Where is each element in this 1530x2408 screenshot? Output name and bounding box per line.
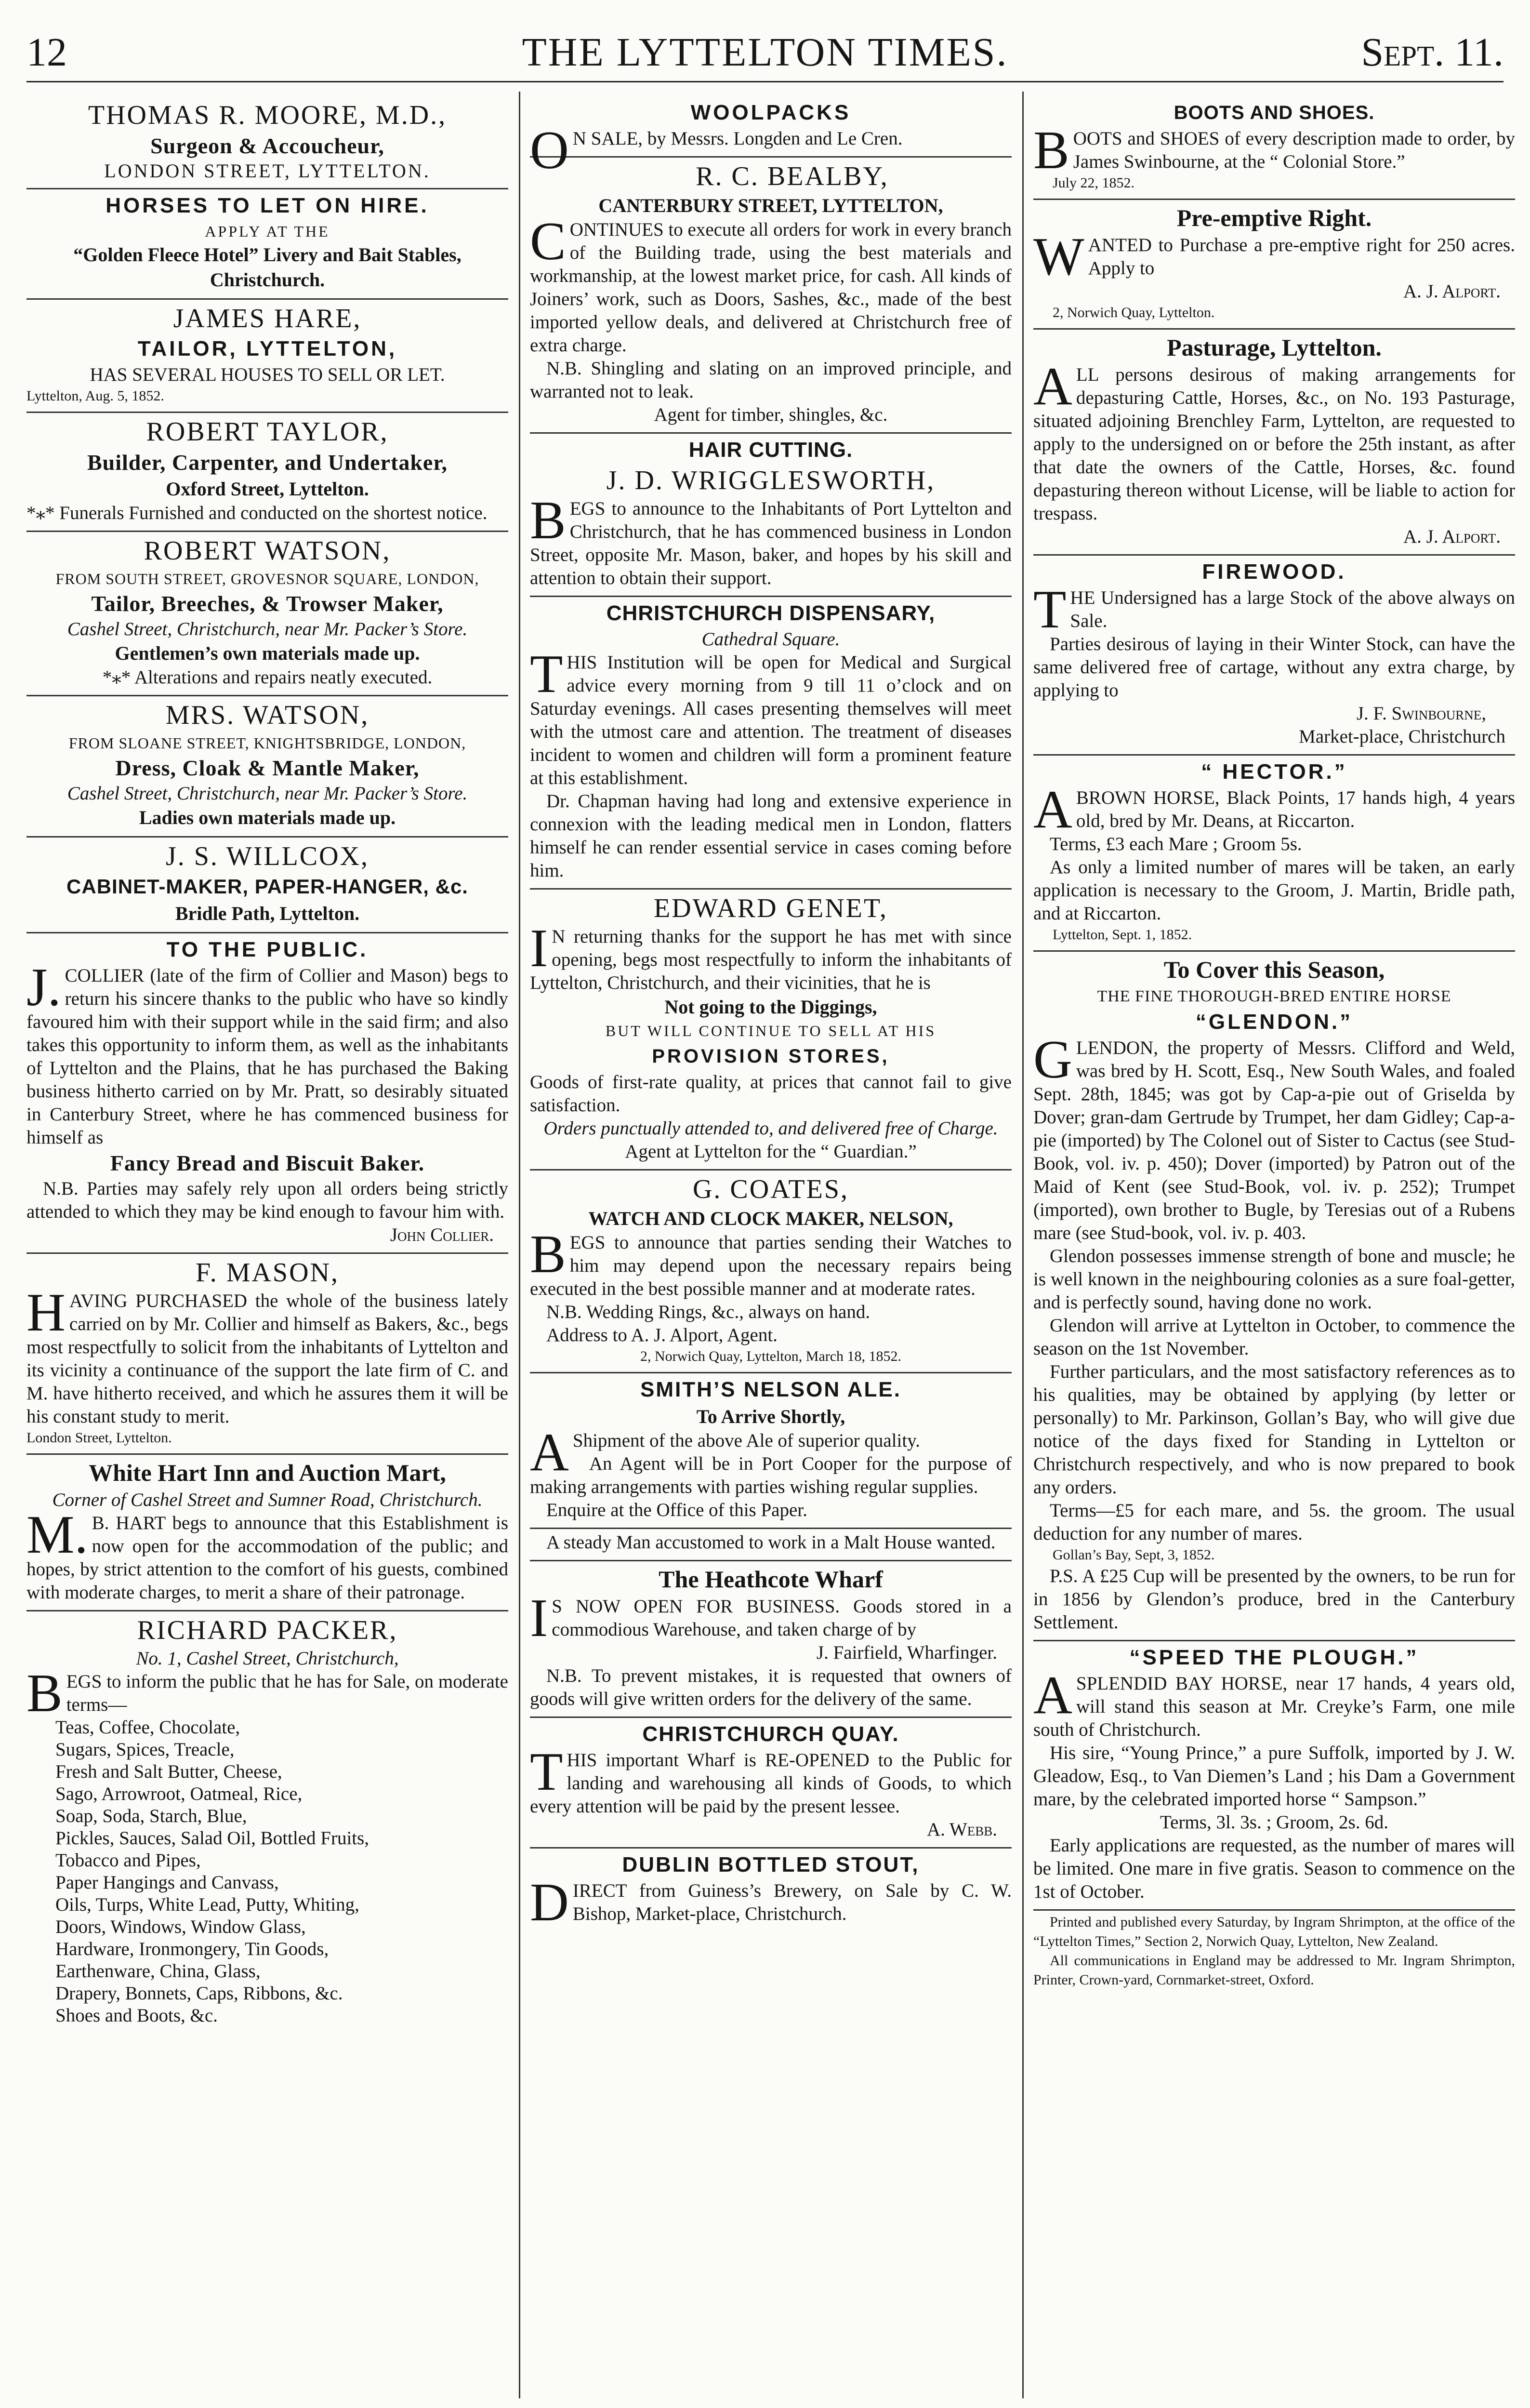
ad-heading: BOOTS AND SHOES. [1174,102,1375,123]
ad-date: July 22, 1852. [1053,175,1135,191]
ad-text: Terms, 3l. 3s. ; Groom, 2s. 6d. [1160,1812,1388,1833]
ad-taylor [26,413,508,532]
ad-trade: WATCH AND CLOCK MAKER, NELSON, [588,1208,953,1229]
ad-text: *⁎* Alterations and repairs neatly executed. [102,667,433,688]
ad-heading: EDWARD GENET, [654,893,888,923]
ad-date: Gollan’s Bay, Sept, 3, 1852. [1053,1547,1215,1563]
ad-body: HAVING PURCHASED the whole of the business lately carried on by Mr. Collier and himself as Bakers, &c., begs most respectfully to solicit from the inhabitants of Lyttelton and its vicinity a continuance of the support the late firm of C. and M. have hitherto received, and which he assures them it will be his constant study to merit. [26,1283,508,1427]
ad-address: CANTERBURY STREET, LYTTELTON, [598,195,943,216]
ad-address: Cathedral Square. [701,629,840,650]
ad-text: Further particulars, and the most satisfactory references as to his qualities, may be obtained by applying (by letter or personally) to Mr. Parkinson, Gollan’s Bay, who will give due notice of the days fixed for Standing in Lyttelton or Christchurch respectively, and who is now prepared to book any orders. [1033,1361,1515,1498]
ad-text: Ladies own materials made up. [139,807,396,828]
ad-heading: RICHARD PACKER, [137,1615,398,1645]
ad-address: London Street, Lyttelton. [26,1430,172,1446]
column-2 [530,96,1012,2396]
ad-text: N.B. Wedding Rings, &c., always on hand. [546,1302,871,1322]
ad-name: J. D. WRIGGLESWORTH, [606,466,936,495]
ad-heading: CHRISTCHURCH DISPENSARY, [606,601,936,625]
ad-heading: DUBLIN BOTTLED STOUT, [622,1853,920,1876]
ad-trade: TAILOR, LYTTELTON, [137,337,397,360]
ad-body: A steady Man accustomed to work in a Malt House wanted. [546,1532,996,1553]
ad-coates [530,1171,1012,1373]
ad-christchurch-quay [530,1718,1012,1849]
ad-address: No. 1, Cashel Street, Christchurch, [136,1648,399,1669]
list-item: Drapery, Bonnets, Caps, Ribbons, &c. [55,1983,343,2004]
ad-heading: The Heathcote Wharf [659,1566,883,1593]
ad-heading: FIREWOOD. [1202,560,1346,584]
ad-text: P.S. A £25 Cup will be presented by the owners, to be run for in 1856 by Glendon’s produce, bred in the Canterbury Settlement. [1033,1566,1515,1633]
ad-bealby [530,158,1012,434]
list-item: Oils, Turps, White Lead, Putty, Whiting, [55,1894,359,1915]
ad-trade: Fancy Bread and Biscuit Baker. [110,1151,425,1175]
ad-signature: A. Webb. [926,1819,997,1840]
ad-text: To Arrive Shortly, [696,1406,845,1427]
list-item: Shoes and Boots, &c. [55,2005,218,2026]
ad-heathcote-wharf [530,1561,1012,1718]
ad-body: J.COLLIER (late of the firm of Collier and Mason) begs to return his sincere thanks to the public who have so kindly favoured him with their support while in the said firm; and also takes this opportunity to inform them, as well as the inhabitants of Lyttelton and the Plains, that he has purchased the Baking business hitherto carried on by Mr. Pratt, so desirably situated in Canterbury Street, where he has commenced business for himself as [26,958,508,1148]
ad-text: As only a limited number of mares will be taken, an early application is necessary to the Groom, J. Martin, Bridle path, and at Riccarton. [1033,857,1515,924]
ad-boots [1033,96,1515,200]
ad-signature: J. Fairfield, Wharfinger. [816,1642,997,1663]
masthead [26,19,1504,87]
ad-body: DIRECT from Guiness’s Brewery, on Sale by C. W. Bishop, Market-place, Christchurch. [530,1873,1012,1932]
ad-text: Goods of first-rate quality, at prices that cannot fail to give satisfaction. [530,1072,1012,1116]
ad-hare [26,300,508,413]
column-rule [519,92,520,2398]
ad-text: Terms—£5 for each mare, and 5s. the groom. The usual deduction for any number of mares. [1033,1500,1515,1544]
ad-hector [1033,756,1515,952]
ad-signature: A. J. Alport. [1403,526,1501,547]
ad-text: Orders punctually attended to, and delivered free of Charge. [543,1118,998,1139]
ad-glendon [1033,952,1515,1641]
ad-heading: WOOLPACKS [690,101,851,124]
ad-body: WANTED to Purchase a pre-emptive right for 250 acres. Apply to [1033,227,1515,287]
ad-body: ON SALE, by Messrs. Longden and Le Cren. [530,120,903,180]
ad-text: Glendon possesses immense strength of bone and muscle; he is well known in the neighbouring colonies as a sure foal-getter, and is perfectly sound, having done no work. [1033,1246,1515,1313]
ad-body: ABROWN HORSE, Black Points, 17 hands high, 4 years old, bred by Mr. Deans, at Riccarton. [1033,780,1515,839]
ad-text: THE FINE THOROUGH-BRED ENTIRE HORSE [1097,987,1451,1005]
ad-text: FROM SOUTH STREET, GROVESNOR SQUARE, LONDON, [55,570,479,587]
list-item: Earthenware, China, Glass, [55,1961,261,1982]
list-item: Paper Hangings and Canvass, [55,1872,279,1893]
goods-list [26,1716,508,2027]
ad-text: Early applications are requested, as the number of mares will be limited. One mare in five gratis. Season to commence on the 1st of October. [1033,1835,1515,1902]
ad-date: Lyttelton, Sept. 1, 1852. [1053,927,1192,943]
ad-text: Not going to the Diggings, [664,996,877,1018]
ad-text: Enquire at the Office of this Paper. [546,1500,807,1520]
ad-heading: JAMES HARE, [173,304,362,333]
ad-mason [26,1254,508,1455]
ad-heading: Pasturage, Lyttelton. [1167,334,1382,361]
ad-heading: SMITH’S NELSON ALE. [640,1378,901,1401]
ad-pasturage [1033,330,1515,556]
ad-text: Agent for timber, shingles, &c. [654,404,888,425]
ad-text: N.B. Parties may safely rely upon all orders being strictly attended to which they may be kind enough to favour him with. [26,1178,508,1222]
newspaper-title: THE LYTTELTON TIMES. [522,30,1008,75]
ad-body: THE Undersigned has a large Stock of the above always on Sale. [1033,580,1515,639]
ad-body: ALL persons desirous of making arrangements for depasturing Cattle, Horses, &c., on No. 193 Pasturage, situated adjoining Brenchley Farm, Lyttelton, are requested to apply to the undersigned on or before the 25th instant, as after that date the owners of the Cattle, Horses, &c. found depasturing thereon without License, will be liable to action for trespass. [1033,357,1515,524]
ad-hair-cutting [530,434,1012,597]
ad-heading: Pre-emptive Right. [1176,204,1372,231]
ad-text: “Golden Fleece Hotel” Livery and Bait Stables, [73,244,462,266]
ad-text: An Agent will be in Port Cooper for the purpose of making arrangements with parties wishing regular supplies. [530,1453,1012,1497]
list-item: Hardware, Ironmongery, Tin Goods, [55,1939,329,1959]
ad-heading: THOMAS R. MOORE, M.D., [88,100,447,130]
imprint-text: Printed and published every Saturday, by Ingram Shrimpton, at the office of the “Lyttelton Times,” Section 2, Norwich Quay, Lyttelton, New Zealand. [1033,1914,1515,1949]
ad-robert-watson [26,532,508,696]
ad-address: 2, Norwich Quay, Lyttelton. [1053,305,1215,320]
ad-body: IN returning thanks for the support he has met with since opening, begs most respectfully to inform the inhabitants of Lyttelton, Christchurch, and their vicinities, that he is [530,918,1012,993]
ad-body: THIS important Wharf is RE-OPENED to the Public for landing and warehousing all kinds of Goods, to which every attention will be paid by the present lessee. [530,1742,1012,1817]
ad-text: *⁎* Funerals Furnished and conducted on the shortest notice. [26,503,488,523]
ad-body: BEGS to inform the public that he has for Sale, on moderate terms— [26,1663,508,1723]
list-item: Tobacco and Pipes, [55,1850,201,1871]
ad-text: N.B. Shingling and slating on an improved principle, and warranted not to leak. [530,358,1012,402]
ad-signature: John Collier. [390,1224,494,1245]
ad-heading: TO THE PUBLIC. [166,938,369,961]
ad-signature: A. J. Alport. [1403,281,1501,302]
ad-text: Christchurch. [210,269,325,291]
ad-heading: HAIR CUTTING. [688,438,853,462]
ad-dispensary [530,597,1012,890]
ad-mrs-watson [26,696,508,838]
ad-speed-the-plough [1033,1641,1515,1911]
ad-malt-house [530,1529,1012,1561]
ad-body: AShipment of the above Ale of superior quality. [530,1423,920,1482]
ad-text: Address to A. J. Alport, Agent. [546,1325,778,1345]
ad-heading: CHRISTCHURCH QUAY. [642,1722,899,1746]
ad-text: HAS SEVERAL HOUSES TO SELL OR LET. [90,364,445,385]
ad-text: N.B. To prevent mistakes, it is requested that owners of goods will give written orders for the delivery of the same. [530,1665,1012,1709]
ad-dublin-stout [530,1849,1012,1931]
ad-heading: HORSES TO LET ON HIRE. [106,194,429,217]
ad-trade: CABINET-MAKER, PAPER-HANGER, &c. [66,875,468,898]
ad-address: Bridle Path, Lyttelton. [175,903,360,924]
ad-text: Agent at Lyttelton for the “ Guardian.” [625,1141,917,1162]
ad-address: Corner of Cashel Street and Sumner Road, Christchurch. [52,1490,483,1510]
ad-heading: R. C. BEALBY, [696,161,889,191]
ad-heading: J. S. WILLCOX, [165,841,369,871]
masthead-rule [26,81,1504,82]
ad-trade: Tailor, Breeches, & Trowser Maker, [91,591,444,616]
imprint-text: All communications in England may be addressed to Mr. Ingram Shrimpton, Printer, Crown-yard, Cornmarket-street, Oxford. [1033,1953,1515,1988]
ad-text: APPLY AT THE [205,223,330,240]
ad-firewood [1033,556,1515,756]
ad-address: Market-place, Christchurch [1299,726,1505,747]
ad-address: Oxford Street, Lyttelton. [166,478,369,500]
ad-trade: Surgeon & Accoucheur, [150,133,384,158]
list-item: Sugars, Spices, Treacle, [55,1739,235,1760]
ad-nelson-ale [530,1373,1012,1529]
ad-body: THIS Institution will be open for Medical and Surgical advice every morning from 9 till 11 o’clock and on Saturday evenings. All cases presenting themselves will meet with the utmost care and attention. The treatment of diseases incident to women and children will form a prominent feature at this establishment. [530,644,1012,788]
ad-body: IS NOW OPEN FOR BUSINESS. Goods stored in a commodious Warehouse, and taken charge of by [530,1588,1012,1648]
ad-willcox [26,838,508,933]
ad-horses [26,189,508,300]
ad-signature: J. F. Swinbourne, [1356,703,1486,724]
ad-heading: White Hart Inn and Auction Mart, [89,1459,446,1486]
list-item: Soap, Soda, Starch, Blue, [55,1806,247,1826]
ad-packer [26,1611,508,2033]
imprint [1033,1911,1515,1996]
list-item: Pickles, Sauces, Salad Oil, Bottled Fruits, [55,1828,369,1849]
issue-date: Sept. 11. [1361,30,1504,75]
ad-text: FROM SLOANE STREET, KNIGHTSBRIDGE, LONDON, [68,734,466,752]
ad-text: PROVISION STORES, [652,1046,890,1067]
ad-text: Terms, £3 each Mare ; Groom 5s. [1050,834,1302,854]
ad-preemptive [1033,200,1515,330]
ad-text: His sire, “Young Prince,” a pure Suffolk, imported by J. W. Gleadow, Esq., to Van Diemen’s Land ; his Dam a Government mare, by the celebrated imported horse “ Sampson.” [1033,1743,1515,1809]
list-item: Fresh and Salt Butter, Cheese, [55,1761,282,1782]
ad-genet [530,890,1012,1171]
ad-body: BEGS to announce to the Inhabitants of Port Lyttelton and Christchurch, that he has commenced business in London Street, opposite Mr. Mason, baker, and hopes by his skill and attention to obtain their support. [530,491,1012,588]
ad-heading: ROBERT WATSON, [144,536,391,566]
ad-body: ASPLENDID BAY HORSE, near 17 hands, 4 years old, will stand this season at Mr. Creyke’s Farm, one mile south of Christchurch. [1033,1665,1515,1740]
list-item: Teas, Coffee, Chocolate, [55,1717,240,1738]
ad-body: BEGS to announce that parties sending their Watches to him may depend upon the necessary repairs being executed in the best possible manner and at moderate rates. [530,1224,1012,1299]
ad-text: BUT WILL CONTINUE TO SELL AT HIS [605,1022,936,1039]
ad-white-hart [26,1455,508,1611]
ad-address: Cashel Street, Christchurch, near Mr. Packer’s Store. [67,783,468,804]
ad-text: Glendon will arrive at Lyttelton in October, to commence the season on the 1st November. [1033,1315,1515,1359]
ad-to-the-public [26,933,508,1254]
ad-address: Cashel Street, Christchurch, near Mr. Packer’s Store. [67,619,468,639]
ad-trade: Dress, Cloak & Mantle Maker, [115,756,420,780]
ad-heading: “ HECTOR.” [1201,760,1347,784]
ad-body: CONTINUES to execute all orders for work in every branch of the Building trade, using the best materials and workmanship, at the lowest market price, for cash. All kinds of Joiners’ work, such as Doors, Sashes, &c., made of the best imported yellow deals, and delivered at Christchurch free of extra charge. [530,212,1012,356]
page-number: 12 [26,30,67,75]
ad-name: “GLENDON.” [1195,1010,1353,1034]
ad-address: LONDON STREET, LYTTELTON. [104,160,431,182]
list-item: Sago, Arrowroot, Oatmeal, Rice, [55,1783,303,1804]
ad-heading: F. MASON, [196,1258,339,1288]
column-1 [26,96,508,2396]
list-item: Doors, Windows, Window Glass, [55,1916,306,1937]
ad-heading: G. COATES, [692,1174,849,1204]
ad-text: Dr. Chapman having had long and extensive experience in connexion with the leading medical men in London, flatters himself he can render essential service in cases coming before him. [530,791,1012,881]
ad-heading: To Cover this Season, [1163,956,1385,983]
column-rule [1022,92,1024,2398]
ad-body: BOOTS and SHOES of every description made to order, by James Swinbourne, at the “ Colonial Store.” [1033,120,1515,180]
column-3 [1033,96,1515,2396]
ad-text: Gentlemen’s own materials made up. [115,642,420,664]
ad-body: GLENDON, the property of Messrs. Clifford and Weld, was bred by H. Scott, Esq., New South Wales, and foaled Sept. 28th, 1845; was got by Cap-a-pie out of Griselda by Dover; gran-dam Gertrude by Trumpet, her dam Gidley; Cap-a-pie (imported) by The Colonel out of Sister to Cactus (see Stud-Book, vol. iv. p. 450); Dover (imported) by Patron out of the Maid of Kent (see Stud-Book, vol. iv. p. 252); Trumpet (imported), own brother to Bugle, by Teresias out of a Rubens mare (see Stud-book, vol. iv. p. 403. [1033,1030,1515,1243]
ad-body: M.B. HART begs to announce that this Establishment is now open for the accommodation of the public; and hopes, by strict attention to the comfort of his guests, combined with moderate charges, to merit a share of their patronage. [26,1505,508,1603]
ad-text: Parties desirous of laying in their Winter Stock, can have the same delivered free of cartage, without any extra charge, by applying to [1033,634,1515,701]
ad-date: 2, Norwich Quay, Lyttelton, March 18, 1852. [640,1348,902,1364]
ad-trade: Builder, Carpenter, and Undertaker, [87,450,448,475]
ad-heading: “SPEED THE PLOUGH.” [1129,1646,1419,1669]
ad-heading: MRS. WATSON, [165,700,369,730]
ad-moore [26,96,508,189]
ad-date: Lyttelton, Aug. 5, 1852. [26,388,164,404]
ad-heading: ROBERT TAYLOR, [146,417,389,447]
